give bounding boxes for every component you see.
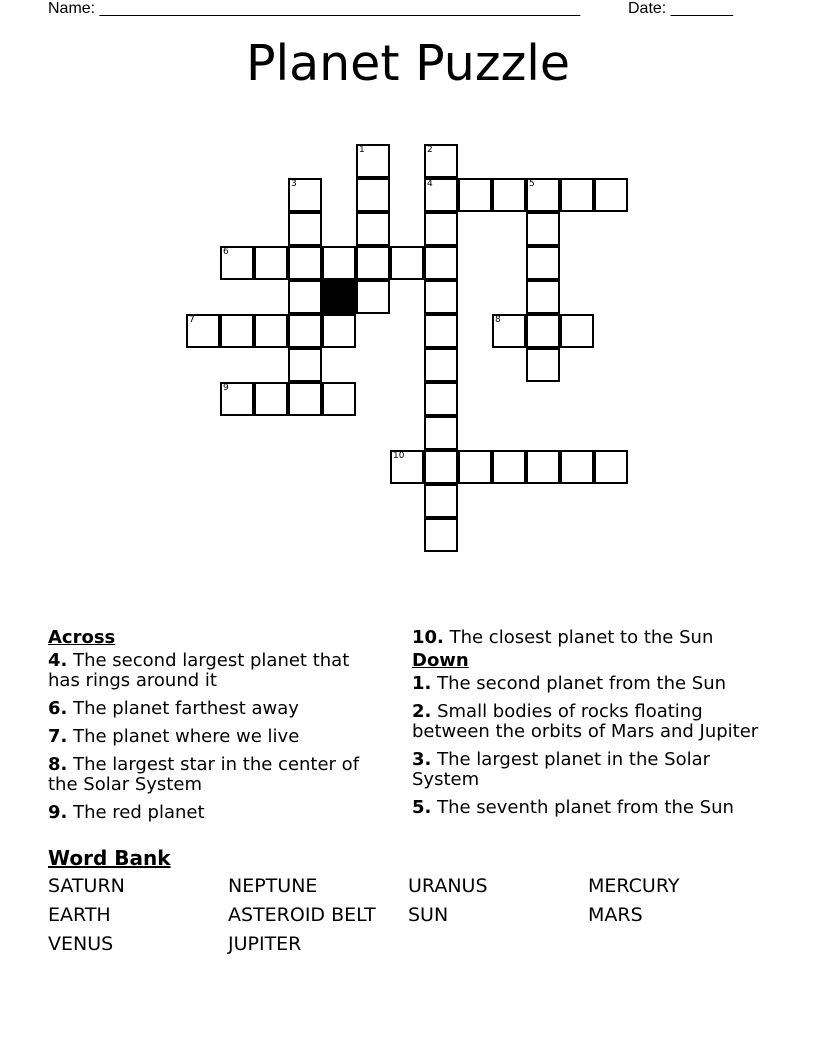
- clue-number: 6.: [48, 698, 68, 719]
- down-clue-2: [412, 702, 782, 742]
- clue-number-label: 10: [393, 451, 405, 461]
- clue-number-label: 1: [359, 145, 365, 155]
- across-clue-10: [412, 628, 782, 648]
- clue-number: 9.: [48, 802, 68, 823]
- crossword-black-square: [322, 280, 356, 314]
- crossword-cell[interactable]: [526, 212, 560, 246]
- crossword-cell[interactable]: [424, 212, 458, 246]
- crossword-cell[interactable]: [594, 178, 628, 212]
- clue-number-label: 8: [495, 315, 501, 325]
- clue-number-label: 5: [529, 179, 535, 189]
- clue-text: The red planet: [67, 802, 205, 823]
- crossword-cell[interactable]: [322, 314, 356, 348]
- crossword-cell[interactable]: [526, 280, 560, 314]
- clue-text: The largest star in the center of the Solar System: [48, 754, 360, 795]
- word-bank-item: MERCURY: [588, 875, 680, 897]
- clue-number-label: 2: [427, 145, 433, 155]
- crossword-cell[interactable]: [220, 246, 254, 280]
- clue-number-label: 9: [223, 383, 229, 393]
- crossword-cell[interactable]: [560, 450, 594, 484]
- crossword-cell[interactable]: [288, 246, 322, 280]
- clue-text: The second planet from the Sun: [431, 673, 727, 694]
- crossword-cell[interactable]: [424, 144, 458, 178]
- crossword-cell[interactable]: [526, 178, 560, 212]
- clue-text: The planet where we live: [67, 726, 300, 747]
- clue-number-label: 7: [189, 315, 195, 325]
- crossword-cell[interactable]: [424, 484, 458, 518]
- clue-number: 5.: [412, 797, 432, 818]
- across-clue-4: [48, 651, 378, 691]
- clue-number: 2.: [412, 701, 432, 722]
- crossword-cell[interactable]: [220, 382, 254, 416]
- crossword-cell[interactable]: [526, 450, 560, 484]
- across-clue-6: [48, 699, 378, 719]
- down-clue-3: [412, 750, 782, 790]
- word-bank-item: EARTH: [48, 904, 111, 926]
- crossword-cell[interactable]: [254, 382, 288, 416]
- crossword-cell[interactable]: [424, 314, 458, 348]
- crossword-cell[interactable]: [594, 450, 628, 484]
- crossword-cell[interactable]: [458, 178, 492, 212]
- word-bank-item: ASTEROID BELT: [228, 904, 376, 926]
- crossword-cell[interactable]: [526, 246, 560, 280]
- clue-number: 8.: [48, 754, 68, 775]
- crossword-cell[interactable]: [560, 178, 594, 212]
- crossword-cell[interactable]: [288, 178, 322, 212]
- clue-number: 7.: [48, 726, 68, 747]
- crossword-cell[interactable]: [390, 246, 424, 280]
- word-bank-item: URANUS: [408, 875, 488, 897]
- crossword-cell[interactable]: [288, 280, 322, 314]
- word-bank-item: NEPTUNE: [228, 875, 318, 897]
- crossword-cell[interactable]: [424, 246, 458, 280]
- crossword-cell[interactable]: [322, 246, 356, 280]
- crossword-cell[interactable]: [560, 314, 594, 348]
- crossword-cell[interactable]: [220, 314, 254, 348]
- crossword-cell[interactable]: [424, 416, 458, 450]
- crossword-cell[interactable]: [186, 314, 220, 348]
- crossword-cell[interactable]: [424, 518, 458, 552]
- word-bank-item: MARS: [588, 904, 643, 926]
- crossword-cell[interactable]: [288, 348, 322, 382]
- word-bank-item: JUPITER: [228, 933, 302, 955]
- date-field-label: Date: _______: [628, 0, 733, 17]
- clue-text: The closest planet to the Sun: [443, 627, 714, 648]
- crossword-cell[interactable]: [322, 382, 356, 416]
- across-clue-9: [48, 803, 378, 823]
- crossword-cell[interactable]: [424, 178, 458, 212]
- crossword-cell[interactable]: [356, 144, 390, 178]
- clue-number: 4.: [48, 650, 68, 671]
- across-heading: Across: [48, 627, 116, 648]
- across-clue-7: [48, 727, 378, 747]
- crossword-cell[interactable]: [356, 212, 390, 246]
- crossword-cell[interactable]: [356, 280, 390, 314]
- crossword-cell[interactable]: [288, 212, 322, 246]
- crossword-cell[interactable]: [424, 382, 458, 416]
- down-heading: Down: [412, 650, 469, 671]
- clue-number: 3.: [412, 749, 432, 770]
- crossword-cell[interactable]: [492, 314, 526, 348]
- crossword-cell[interactable]: [254, 246, 288, 280]
- across-clue-8: [48, 755, 378, 795]
- word-bank-item: SATURN: [48, 875, 125, 897]
- clue-number: 10.: [412, 627, 444, 648]
- crossword-cell[interactable]: [492, 178, 526, 212]
- word-bank-item: SUN: [408, 904, 449, 926]
- crossword-cell[interactable]: [458, 450, 492, 484]
- crossword-cell[interactable]: [424, 348, 458, 382]
- crossword-cell[interactable]: [254, 314, 288, 348]
- clue-number-label: 4: [427, 179, 433, 189]
- name-field-label: Name: ______________________________________________________: [48, 0, 581, 17]
- clue-number: 1.: [412, 673, 432, 694]
- down-clue-1: [412, 674, 782, 694]
- crossword-cell[interactable]: [356, 246, 390, 280]
- crossword-cell[interactable]: [424, 280, 458, 314]
- word-bank-title: Word Bank: [48, 846, 171, 870]
- crossword-cell[interactable]: [424, 450, 458, 484]
- clues-left-column: [48, 628, 378, 831]
- down-clue-5: [412, 798, 782, 818]
- clue-text: The planet farthest away: [67, 698, 299, 719]
- clues-right-column: [412, 628, 782, 826]
- crossword-cell[interactable]: [390, 450, 424, 484]
- crossword-cell[interactable]: [356, 178, 390, 212]
- clue-text: Small bodies of rocks floating between the orbits of Mars and Jupiter: [412, 701, 759, 742]
- clue-number-label: 6: [223, 247, 229, 257]
- word-bank-item: VENUS: [48, 933, 114, 955]
- clue-text: The seventh planet from the Sun: [431, 797, 734, 818]
- crossword-cell[interactable]: [288, 382, 322, 416]
- crossword-cell[interactable]: [492, 450, 526, 484]
- crossword-cell[interactable]: [526, 314, 560, 348]
- clue-text: The second largest planet that has rings around it: [48, 650, 350, 691]
- clue-text: The largest planet in the Solar System: [412, 749, 711, 790]
- crossword-cell[interactable]: [526, 348, 560, 382]
- crossword-cell[interactable]: [288, 314, 322, 348]
- clue-number-label: 3: [291, 179, 297, 189]
- page-title: Planet Puzzle: [245, 35, 571, 92]
- word-bank: [48, 874, 808, 956]
